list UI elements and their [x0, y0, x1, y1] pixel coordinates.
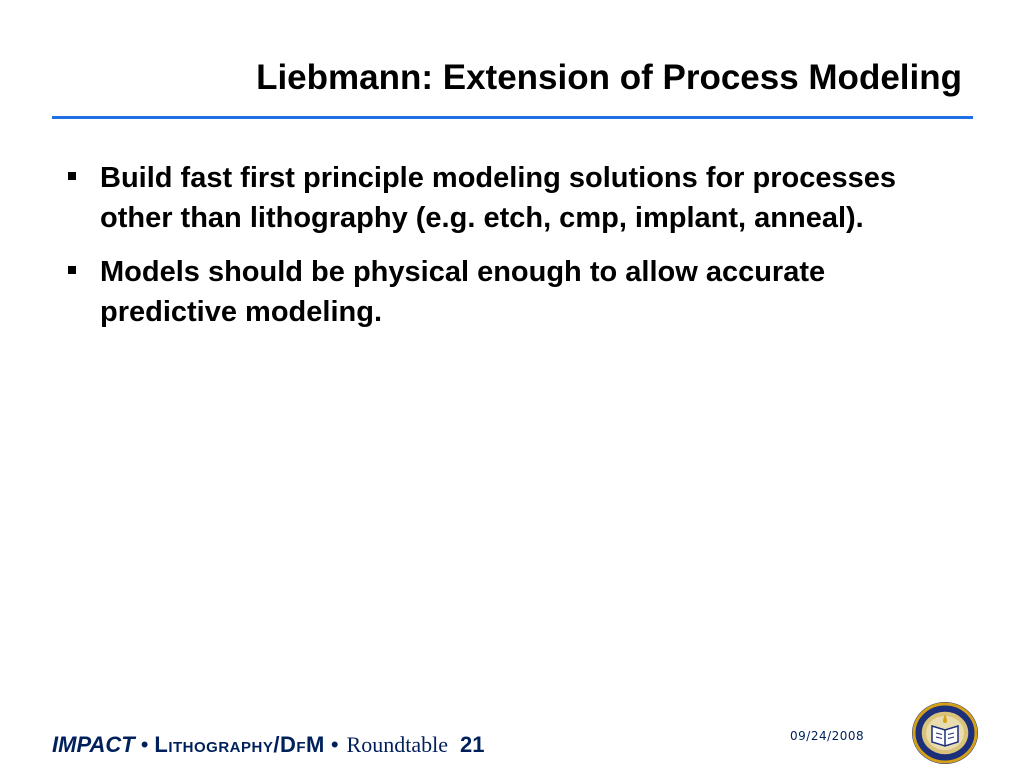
footer	[52, 728, 484, 762]
footer-separator: •	[330, 732, 339, 757]
footer-impact: IMPACT	[52, 732, 135, 757]
bullet-text: Build fast first principle modeling solutions for processes other than lithography (e.g. etch, cmp, implant, anneal).	[100, 162, 897, 234]
page-number: 21	[459, 732, 485, 757]
bullet-list	[60, 158, 970, 346]
square-bullet-icon	[68, 172, 76, 180]
footer-event: Roundtable	[346, 732, 448, 757]
footer-date: 09/24/2008	[790, 729, 865, 743]
square-bullet-icon	[68, 266, 76, 274]
university-seal-icon	[910, 700, 980, 766]
bullet-item	[60, 252, 970, 332]
slide-title: Liebmann: Extension of Process Modeling	[256, 58, 962, 97]
bullet-item	[60, 158, 970, 238]
footer-program: Lithography/DfM	[154, 732, 325, 757]
bullet-text: Models should be physical enough to allow accurate predictive modeling.	[100, 256, 826, 328]
footer-separator: •	[140, 732, 149, 757]
title-divider	[52, 116, 973, 119]
